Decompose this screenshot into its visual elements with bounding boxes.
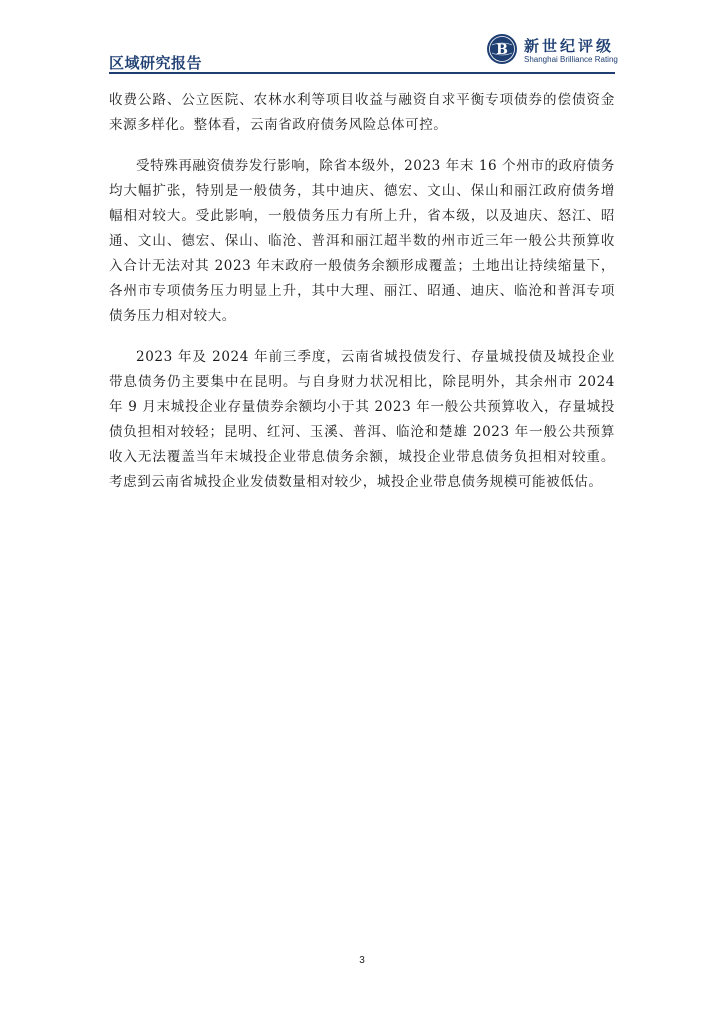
body-paragraph-3: 2023 年及 2024 年前三季度，云南省城投债发行、存量城投债及城投企业带息债务仍主要集中在昆明。与自身财力状况相比，除昆明外，其余州市 2024 年 9 月末城投企业存量债券余额均小于其 2023 年一般公共预算收入，存量城投债负担相对较轻；昆明、红河、玉溪、普洱、临沧和楚雄 2023 年一般公共预算收入无法覆盖当年末城投企业带息债务余额，城投企业带息债务负担相对较重。考虑到云南省城投企业发债数量相对较少，城投企业带息债务规模可能被低估。 bbox=[109, 349, 615, 490]
logo-name-cn: 新世纪评级 bbox=[524, 37, 615, 55]
brilliance-logo-icon bbox=[486, 33, 518, 65]
header-divider bbox=[109, 72, 615, 74]
body-paragraph-1: 收费公路、公立医院、农林水利等项目收益与融资自求平衡专项债券的偿债资金来源多样化。整体看，云南省政府债务风险总体可控。 bbox=[109, 92, 615, 133]
brand-logo bbox=[486, 33, 618, 69]
page-number: 3 bbox=[359, 955, 365, 966]
body-paragraph-2: 受特殊再融资债券发行影响，除省本级外，2023 年末 16 个州市的政府债务均大幅扩张，特别是一般债务，其中迪庆、德宏、文山、保山和丽江政府债务增幅相对较大。受此影响，一般债务压力有所上升，省本级，以及迪庆、怒江、昭通、文山、德宏、保山、临沧、普洱和丽江超半数的州市近三年一般公共预算收入合计无法对其 2023 年末政府一般债务余额形成覆盖；土地出让持续缩量下，各州市专项债务压力明显上升，其中大理、丽江、昭通、迪庆、临沧和普洱专项债务压力相对较大。 bbox=[109, 158, 615, 324]
logo-mark-letter: B bbox=[496, 42, 508, 58]
logo-name-en: Shanghai Brilliance Rating bbox=[524, 55, 618, 64]
section-title: 区域研究报告 bbox=[109, 54, 203, 72]
report-body bbox=[109, 88, 615, 511]
page-header bbox=[0, 0, 724, 80]
